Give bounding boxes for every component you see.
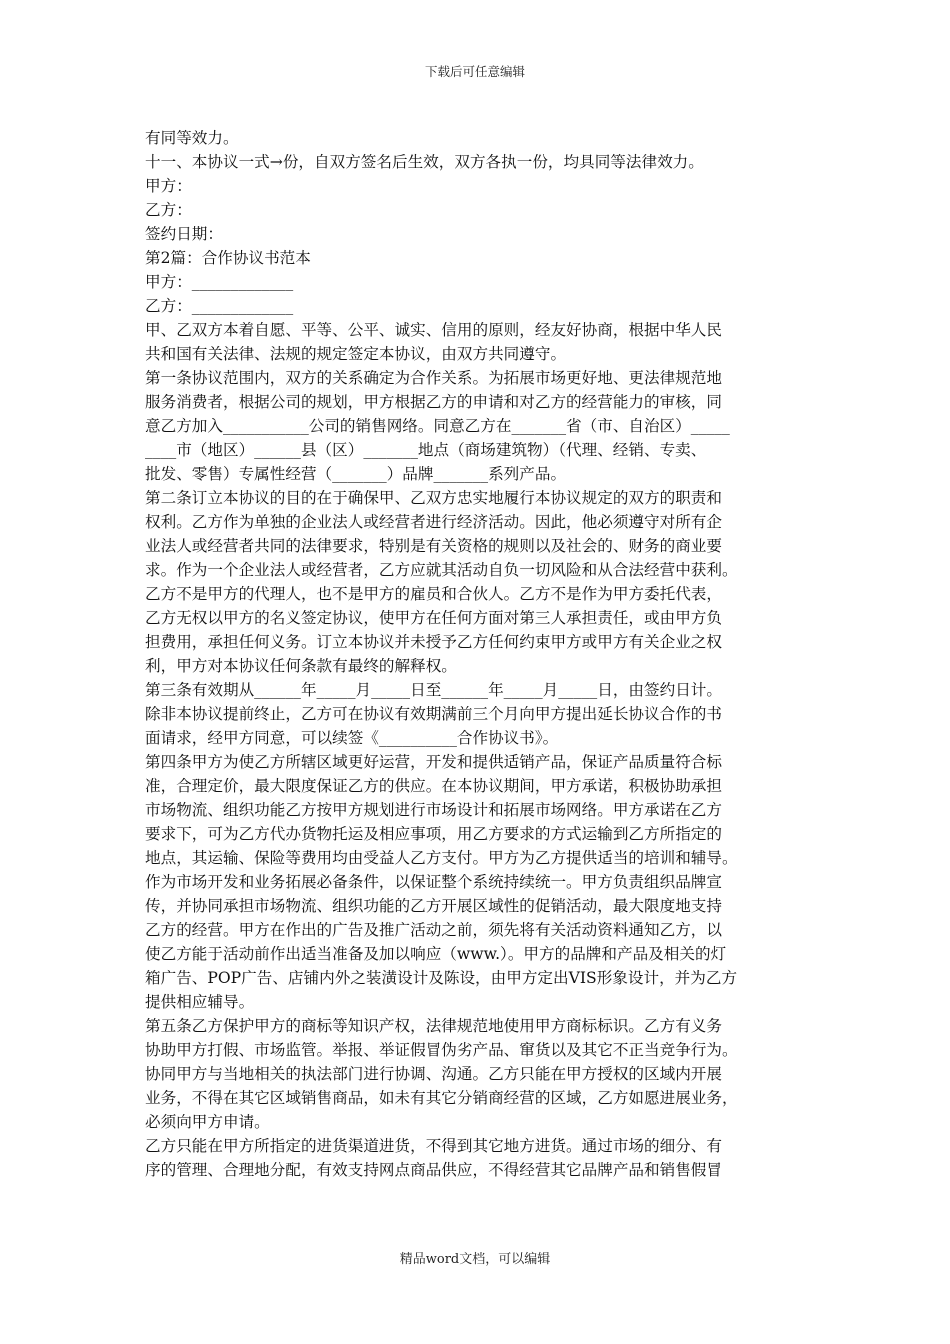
document-line: 箱广告、POP广告、店铺内外之装潢设计及陈设，由甲方定出VIS形象设计，并为乙方 xyxy=(145,969,738,987)
document-line: 十一、本协议一式→份，自双方签名后生效，双方各执一份，均具同等法律效力。 xyxy=(145,153,704,171)
document-line: 业务，不得在其它区域销售商品，如未有其它分销商经营的区域，乙方如愿进展业务， xyxy=(145,1089,738,1107)
document-line: 市场物流、组织功能乙方按甲方规划进行市场设计和拓展市场网络。甲方承诺在乙方 xyxy=(145,801,722,819)
document-line: 地点，其运输、保险等费用均由受益人乙方支付。甲方为乙方提供适当的培训和辅导。 xyxy=(145,849,738,867)
document-line: 甲方： xyxy=(145,177,192,195)
document-line: 利，甲方对本协议任何条款有最终的解释权。 xyxy=(145,657,457,675)
document-line: 乙方： xyxy=(145,201,192,219)
page-footer: 精品word文档，可以编辑 xyxy=(399,1252,551,1267)
document-line: 面请求，经甲方同意，可以续签《__________合作协议书》。 xyxy=(145,729,559,747)
document-line: 共和国有关法律、法规的规定签定本协议，由双方共同遵守。 xyxy=(145,345,567,363)
document-line: 第三条有效期从______年_____月_____日至______年_____月_____日，由签约日计。 xyxy=(145,681,722,699)
document-line: 甲、乙双方本着自愿、平等、公平、诚实、信用的原则，经友好协商，根据中华人民 xyxy=(145,321,722,339)
document-body xyxy=(145,126,815,1182)
document-line: 作为市场开发和业务拓展必备条件，以保证整个系统持续统一。甲方负责组织品牌宣 xyxy=(145,873,722,891)
document-line: 第二条订立本协议的目的在于确保甲、乙双方忠实地履行本协议规定的双方的职责和 xyxy=(145,489,722,507)
document-line: 乙方：_____________ xyxy=(145,297,294,315)
document-line: 服务消费者，根据公司的规划，甲方根据乙方的申请和对乙方的经营能力的审核，同 xyxy=(145,393,722,411)
page-header: 下载后可任意编辑 xyxy=(424,64,525,79)
document-line: 权利。乙方作为单独的企业法人或经营者进行经济活动。因此，他必须遵守对所有企 xyxy=(145,513,722,531)
document-line: 协助甲方打假、市场监管。举报、举证假冒伪劣产品、窜货以及其它不正当竞争行为。 xyxy=(145,1041,738,1059)
document-line: 准，合理定价，最大限度保证乙方的供应。在本协议期间，甲方承诺，积极协助承担 xyxy=(145,777,722,795)
document-line: 求。作为一个企业法人或经营者，乙方应就其活动自负一切风险和从合法经营中获利。 xyxy=(145,561,738,579)
document-line: 乙方的经营。甲方在作出的广告及推广活动之前，须先将有关活动资料通知乙方，以 xyxy=(145,921,722,939)
document-line: 协同甲方与当地相关的执法部门进行协调、沟通。乙方只能在甲方授权的区域内开展 xyxy=(145,1065,722,1083)
document-line: 必须向甲方申请。 xyxy=(145,1113,270,1131)
document-line: 提供相应辅导。 xyxy=(145,993,255,1011)
document-line: 第五条乙方保护甲方的商标等知识产权，法律规范地使用甲方商标标识。乙方有义务 xyxy=(145,1017,722,1035)
document-line: 意乙方加入___________公司的销售网络。同意乙方在_______省（市、自治区）_____ xyxy=(145,417,730,435)
document-line: 传，并协同承担市场物流、组织功能的乙方开展区域性的促销活动，最大限度地支持 xyxy=(145,897,722,915)
document-line: 甲方：_____________ xyxy=(145,273,294,291)
document-line: 第一条协议范围内，双方的关系确定为合作关系。为拓展市场更好地、更法律规范地 xyxy=(145,369,722,387)
document-line: 有同等效力。 xyxy=(145,129,239,147)
document-line: 使乙方能于活动前作出适当准备及加以响应（www.）。甲方的品牌和产品及相关的灯 xyxy=(145,945,727,963)
document-line: 第四条甲方为使乙方所辖区域更好运营，开发和提供适销产品，保证产品质量符合标 xyxy=(145,753,722,771)
document-line: 批发、零售）专属性经营（_______）品牌_______系列产品。 xyxy=(145,465,567,483)
document-line: 乙方只能在甲方所指定的进货渠道进货，不得到其它地方进货。通过市场的细分、有 xyxy=(145,1137,722,1155)
document-line: 签约日期： xyxy=(145,225,223,243)
document-line: 要求下，可为乙方代办货物托运及相应事项，用乙方要求的方式运输到乙方所指定的 xyxy=(145,825,722,843)
document-line: 乙方不是甲方的代理人，也不是甲方的雇员和合伙人。乙方不是作为甲方委托代表， xyxy=(145,585,722,603)
document-line: 担费用，承担任何义务。订立本协议并未授予乙方任何约束甲方或甲方有关企业之权 xyxy=(145,633,722,651)
document-line: 序的管理、合理地分配，有效支持网点商品供应，不得经营其它品牌产品和销售假冒 xyxy=(145,1161,722,1179)
document-line: 除非本协议提前终止，乙方可在协议有效期满前三个月向甲方提出延长协议合作的书 xyxy=(145,705,722,723)
document-line: 业法人或经营者共同的法律要求，特别是有关资格的规则以及社会的、财务的商业要 xyxy=(145,537,722,555)
document-line: 第2篇：合作协议书范本 xyxy=(145,249,311,267)
document-line: 乙方无权以甲方的名义签定协议，使甲方在任何方面对第三人承担责任，或由甲方负 xyxy=(145,609,722,627)
document-line: ____市（地区）______县（区）_______地点（商场建筑物）（代理、经销、专卖、 xyxy=(145,441,707,459)
